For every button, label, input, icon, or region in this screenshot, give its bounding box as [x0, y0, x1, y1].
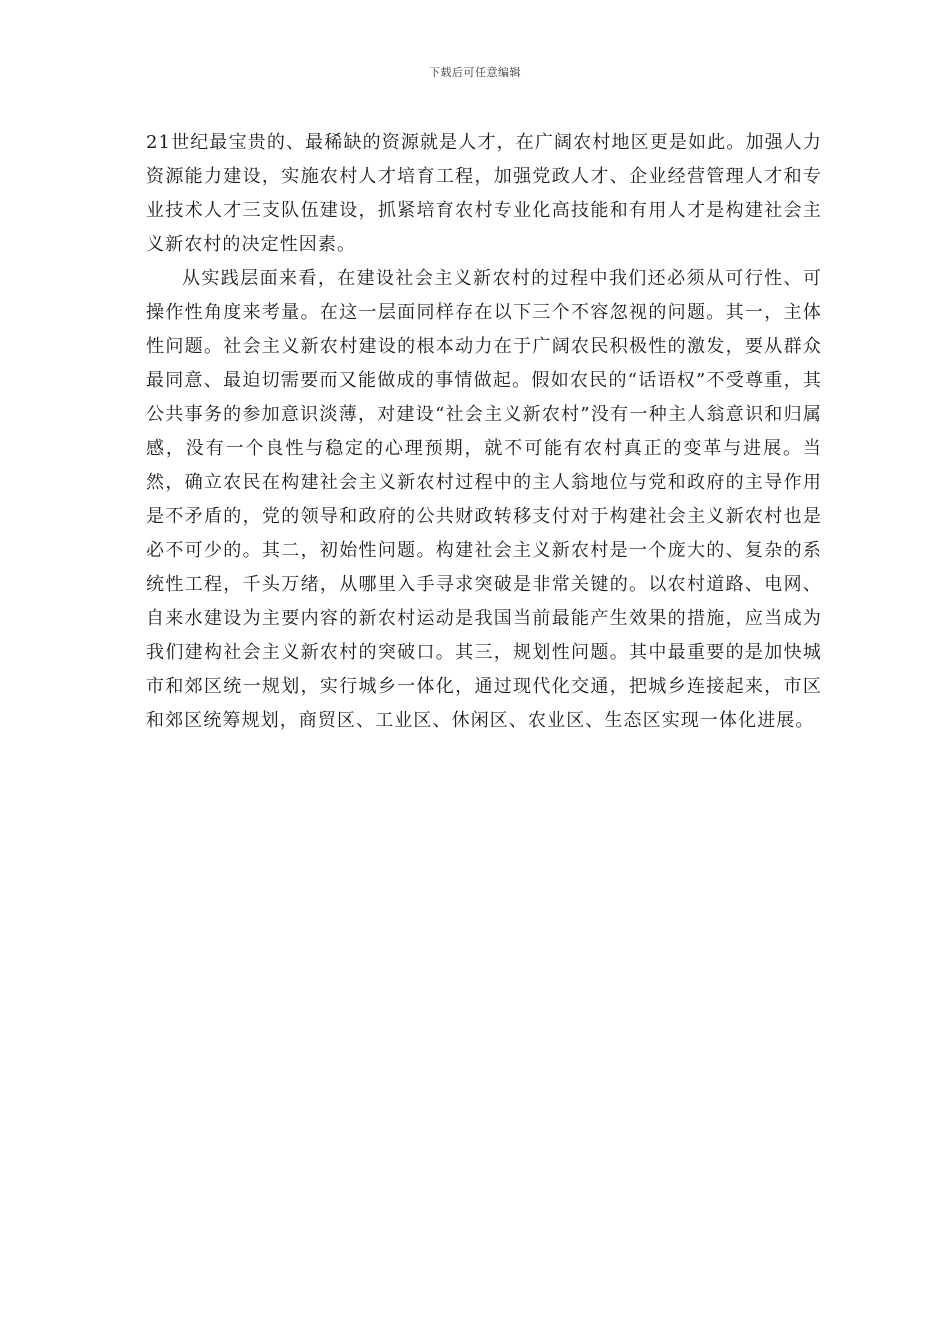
- paragraph: 从实践层面来看，在建设社会主义新农村的过程中我们还必须从可行性、可操作性角度来考量。在这一层面同样存在以下三个不容忽视的问题。其一，主体性问题。社会主义新农村建设的根本动力在于广阔农民积极性的激发，要从群众最同意、最迫切需要而又能做成的事情做起。假如农民的“话语权”不受尊重，其公共事务的参加意识淡薄，对建设“社会主义新农村”没有一种主人翁意识和归属感，没有一个良性与稳定的心理预期，就不可能有农村真正的变革与进展。当然，确立农民在构建社会主义新农村过程中的主人翁地位与党和政府的主导作用是不矛盾的，党的领导和政府的公共财政转移支付对于构建社会主义新农村也是必不可少的。其二，初始性问题。构建社会主义新农村是一个庞大的、复杂的系统性工程，千头万绪，从哪里入手寻求突破是非常关键的。以农村道路、电网、自来水建设为主要内容的新农村运动是我国当前最能产生效果的措施，应当成为我们建构社会主义新农村的突破口。其三，规划性问题。其中最重要的是加快城市和郊区统一规划，实行城乡一体化，通过现代化交通，把城乡连接起来，市区和郊区统筹规划，商贸区、工业区、休闲区、农业区、生态区实现一体化进展。: [146, 268, 822, 731]
- page-header: 下载后可任意编辑: [429, 66, 521, 79]
- paragraph: 21世纪最宝贵的、最稀缺的资源就是人才，在广阔农村地区更是如此。加强人力资源能力建设，实施农村人才培育工程，加强党政人才、企业经营管理人才和专业技术人才三支队伍建设，抓紧培育农村专业化高技能和有用人才是构建社会主义新农村的决定性因素。: [146, 132, 822, 255]
- document-body: [146, 126, 822, 738]
